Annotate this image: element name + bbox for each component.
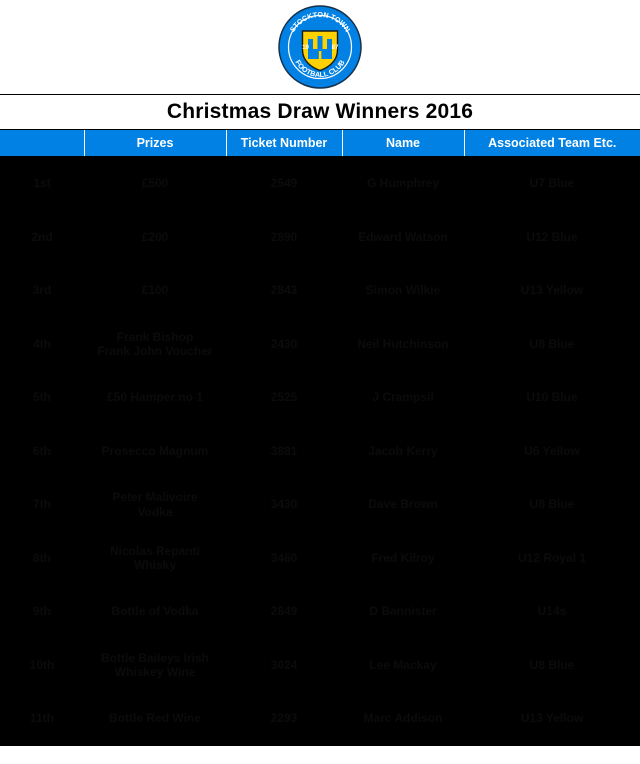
cell-ticket: 3460	[226, 532, 342, 586]
cell-position: 8th	[0, 532, 84, 586]
table-row	[0, 371, 640, 425]
column-header-prizes: Prizes	[84, 130, 226, 157]
table-row	[0, 585, 640, 639]
cell-team: U12 Blue	[464, 211, 640, 265]
cell-prize	[84, 532, 226, 586]
cell-prize	[84, 157, 226, 211]
table-row	[0, 532, 640, 586]
cell-ticket: 2549	[226, 157, 342, 211]
cell-name: Simon Wilkie	[342, 264, 464, 318]
cell-team: U13 Yellow	[464, 692, 640, 746]
cell-ticket: 2430	[226, 318, 342, 372]
page-title: Christmas Draw Winners 2016	[166, 100, 474, 123]
cell-ticket: 3024	[226, 639, 342, 693]
column-header-name: Name	[342, 130, 464, 157]
prize-line-2: Whisky	[133, 558, 176, 573]
svg-text:FOOTBALL CLUB: FOOTBALL CLUB	[293, 58, 347, 80]
cell-position: 2nd	[0, 211, 84, 265]
cell-ticket: 2890	[226, 211, 342, 265]
table-header-row	[0, 130, 640, 157]
cell-position: 7th	[0, 478, 84, 532]
cell-team: U6 Yellow	[464, 425, 640, 479]
cell-team: U12 Royal 1	[464, 532, 640, 586]
cell-team: U14s	[464, 585, 640, 639]
cell-name: G Humphrey	[342, 157, 464, 211]
cell-position: 9th	[0, 585, 84, 639]
cell-name: J Crampsil	[342, 371, 464, 425]
prize-line-1: Bottle of Vodka	[111, 604, 199, 619]
cell-name: Marc Addison	[342, 692, 464, 746]
prize-line-1: Nicolas Repanti	[109, 543, 201, 558]
cell-position: 10th	[0, 639, 84, 693]
cell-prize	[84, 371, 226, 425]
prize-line-1: £200	[141, 229, 169, 244]
prize-line-1: Bottle Baileys Irish	[100, 650, 210, 665]
cell-prize	[84, 318, 226, 372]
cell-prize	[84, 585, 226, 639]
cell-team: U8 Blue	[464, 478, 640, 532]
cell-name: Fred Kilroy	[342, 532, 464, 586]
cell-position: 3rd	[0, 264, 84, 318]
crest-area	[0, 0, 640, 94]
prize-line-1: Frank Bishop	[116, 329, 194, 344]
cell-position: 6th	[0, 425, 84, 479]
cell-prize	[84, 264, 226, 318]
column-header-position	[0, 130, 84, 157]
table-row	[0, 425, 640, 479]
table-row	[0, 157, 640, 211]
svg-text:19: 19	[302, 45, 309, 51]
table-row	[0, 692, 640, 746]
cell-ticket: 2849	[226, 585, 342, 639]
svg-text:87: 87	[331, 45, 339, 51]
cell-team: U10 Blue	[464, 371, 640, 425]
table-row	[0, 478, 640, 532]
table-row	[0, 211, 640, 265]
prize-line-1: £500	[141, 176, 169, 191]
cell-name: Neil Hutchinson	[342, 318, 464, 372]
cell-ticket: 3430	[226, 478, 342, 532]
cell-ticket: 2525	[226, 371, 342, 425]
club-crest-icon	[278, 5, 362, 89]
cell-position: 5th	[0, 371, 84, 425]
page-title-bar	[0, 94, 640, 130]
prize-line-2: Vodka	[137, 504, 173, 519]
cell-ticket: 2293	[226, 692, 342, 746]
cell-name: D Bannister	[342, 585, 464, 639]
prize-line-1: Peter Malivoire	[112, 490, 198, 505]
prize-line-1: £100	[141, 283, 169, 298]
cell-prize	[84, 425, 226, 479]
prize-line-1: Prosecco Magnum	[101, 443, 209, 458]
table-row	[0, 318, 640, 372]
svg-text:STOCKTON TOWN: STOCKTON TOWN	[287, 9, 353, 34]
column-header-ticket-number: Ticket Number	[226, 130, 342, 157]
cell-name: Lee Mackay	[342, 639, 464, 693]
prize-line-1: £50 Hamper no 1	[106, 390, 204, 405]
cell-ticket: 3881	[226, 425, 342, 479]
cell-position: 11th	[0, 692, 84, 746]
cell-prize	[84, 211, 226, 265]
cell-name: Jacob Kerry	[342, 425, 464, 479]
cell-prize	[84, 478, 226, 532]
prize-line-1: Bottle Red Wine	[109, 711, 201, 726]
cell-team: U8 Blue	[464, 639, 640, 693]
prize-line-2: Frank John Voucher	[97, 344, 213, 359]
winners-table	[0, 130, 640, 746]
column-header-associated-team: Associated Team Etc.	[464, 130, 640, 157]
cell-name: Dave Brown	[342, 478, 464, 532]
cell-team: U7 Blue	[464, 157, 640, 211]
cell-team: U8 Blue	[464, 318, 640, 372]
cell-prize	[84, 639, 226, 693]
cell-prize	[84, 692, 226, 746]
prize-line-2: Whiskey Wine	[114, 665, 196, 680]
cell-ticket: 2843	[226, 264, 342, 318]
table-row	[0, 264, 640, 318]
cell-position: 4th	[0, 318, 84, 372]
cell-name: Edward Watson	[342, 211, 464, 265]
cell-team: U13 Yellow	[464, 264, 640, 318]
table-row	[0, 639, 640, 693]
cell-position: 1st	[0, 157, 84, 211]
